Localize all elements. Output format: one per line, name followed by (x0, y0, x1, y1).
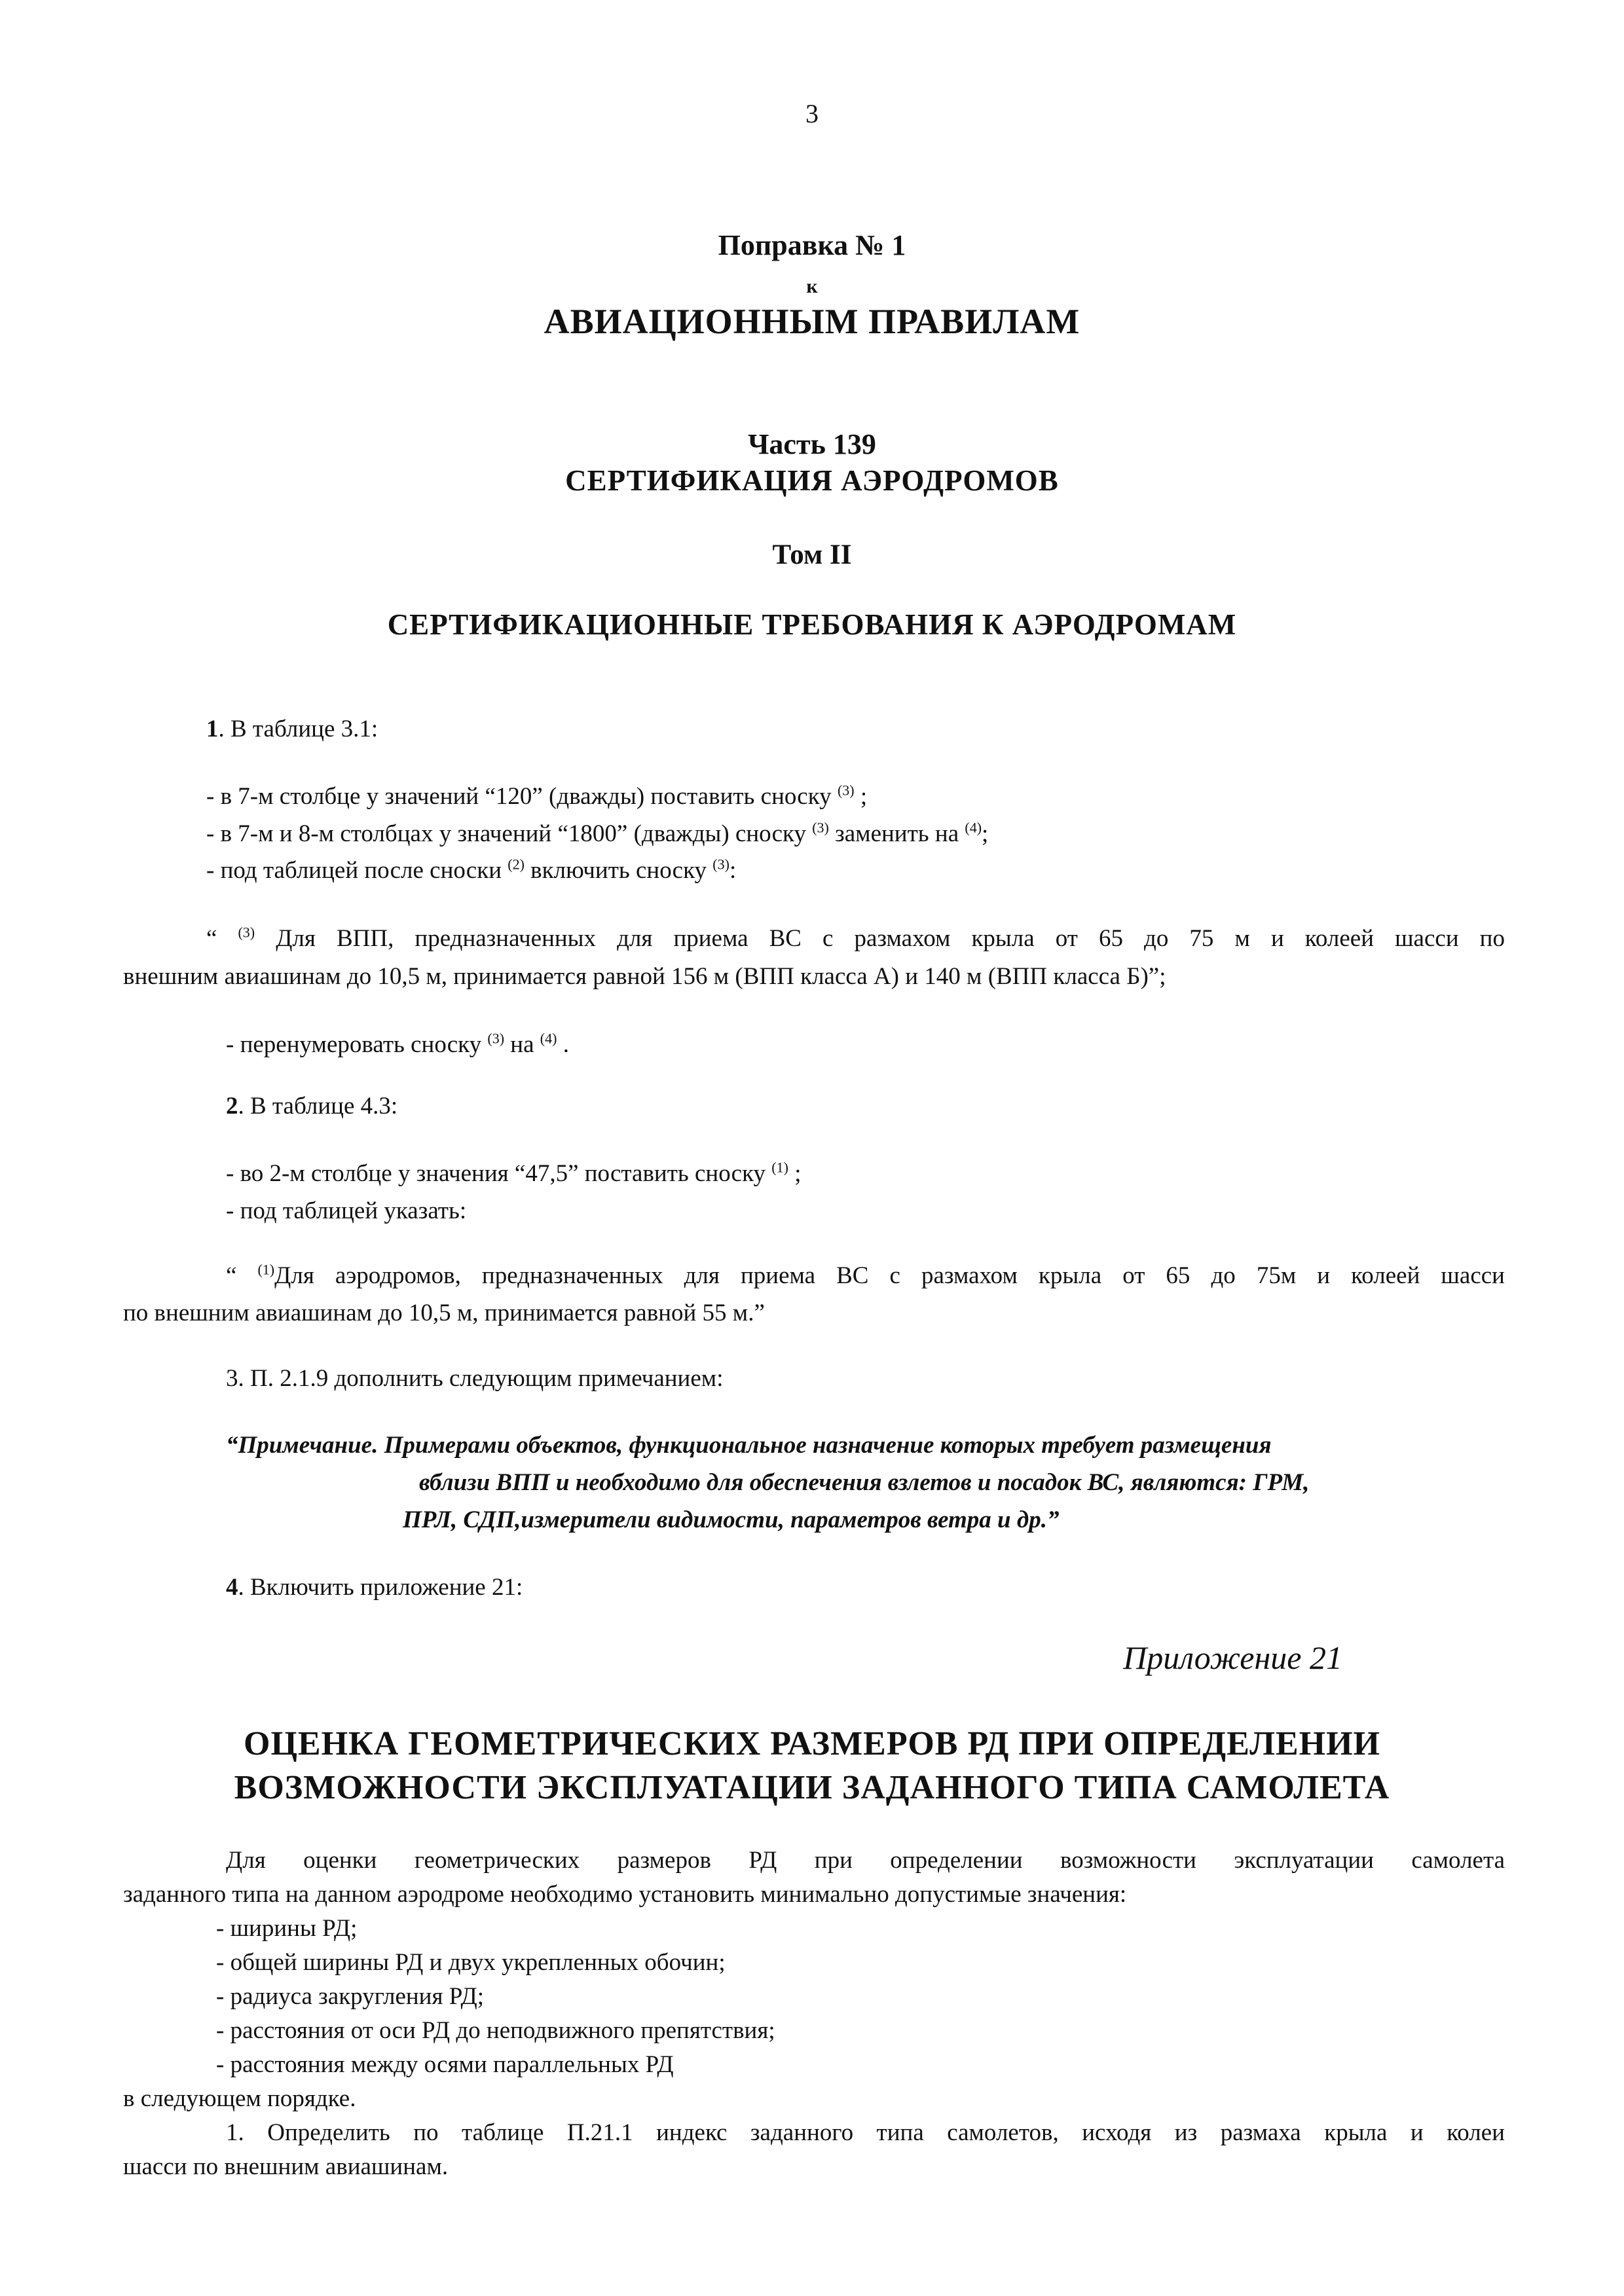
quote-text: Для аэродромов, предназначенных для приема ВС с размахом крыла от 65 до 75м и колеей шасси (274, 1262, 1505, 1289)
section1-item2-text: - в 7-м и 8-м столбцах у значений “1800” (дважды) сноску (206, 820, 806, 847)
section2-number: 2 (226, 1093, 238, 1120)
quote-open: “ (226, 1262, 258, 1289)
appendix-list-item: - ширины РД; (216, 1915, 358, 1942)
punctuation: ; (854, 783, 868, 810)
section1-item1-text: - в 7-м столбце у значений “120” (дважды) поставить сноску (206, 783, 832, 810)
appendix-title-line1: ОЦЕНКА ГЕОМЕТРИЧЕСКИХ РАЗМЕРОВ РД ПРИ ОПРЕДЕЛЕНИИ (244, 1725, 1380, 1762)
section1-intro (206, 714, 378, 745)
footnote-mark: (1) (257, 1261, 275, 1278)
footnote-mark: (3) (812, 819, 829, 836)
appendix-order: в следующем порядке. (123, 2085, 356, 2112)
appendix-title-line2: ВОЗМОЖНОСТИ ЭКСПЛУАТАЦИИ ЗАДАННОГО ТИПА САМОЛЕТА (234, 1769, 1390, 1806)
section4-number: 4 (226, 1574, 238, 1601)
section3-note-line1: “Примечание. Примерами объектов, функциональное назначение которых требует размещения (226, 1432, 1272, 1459)
amendment-heading: Поправка № 1 (718, 229, 906, 261)
volume-heading: Том II (772, 539, 852, 570)
section3-intro: 3. П. 2.1.9 дополнить следующим примечанием: (226, 1365, 724, 1392)
section1-renumber (226, 1029, 569, 1061)
section3-note-line3: ПРЛ, СДП,измерители видимости, параметров ветра и др.” (403, 1506, 1060, 1533)
punctuation: ; (982, 820, 989, 847)
punctuation: . (557, 1031, 569, 1058)
section1-renumber-mid: на (504, 1031, 540, 1058)
section2-item2: - под таблицей указать: (226, 1197, 467, 1224)
appendix-list-item: - общей ширины РД и двух укрепленных обочин; (216, 1949, 726, 1976)
section2-item1 (226, 1158, 801, 1190)
section4-intro (226, 1572, 523, 1603)
section1-item1 (206, 781, 867, 812)
rules-heading: АВИАЦИОННЫМ ПРАВИЛАМ (544, 302, 1080, 341)
section1-item2 (206, 818, 988, 850)
punctuation: : (729, 857, 737, 884)
section1-quote-line1 (206, 923, 1505, 955)
appendix-list-item: - расстояния от оси РД до неподвижного препятствия; (216, 2017, 775, 2044)
appendix-list-item: - радиуса закругления РД; (216, 1983, 485, 2010)
footnote-mark: (3) (238, 924, 255, 941)
quote-open: “ (206, 925, 238, 952)
section1-item3-mid: включить сноску (524, 857, 713, 884)
footnote-mark: (4) (540, 1030, 557, 1047)
footnote-mark: (2) (507, 856, 525, 873)
appendix-paragraph-line1: Для оценки геометрических размеров РД при определении возможности эксплуатации самолета (226, 1847, 1505, 1874)
footnote-mark: (3) (487, 1030, 505, 1047)
appendix-label: Приложение 21 (1123, 1639, 1342, 1676)
section2-quote-line2: по внешним авиашинам до 10,5 м, принимается равной 55 м.” (123, 1300, 765, 1326)
footnote-mark: (3) (712, 856, 729, 873)
section1-item3 (206, 855, 736, 886)
section1-item3-text: - под таблицей после сноски (206, 857, 502, 884)
footnote-mark: (4) (965, 819, 982, 836)
section2-quote-line1 (226, 1260, 1505, 1292)
page-number: 3 (805, 99, 819, 128)
amendment-preposition: к (806, 276, 818, 297)
section1-renumber-text: - перенумеровать сноску (226, 1031, 488, 1058)
part-heading: Часть 139 (748, 428, 876, 460)
section1-intro-text: . В таблице 3.1: (218, 716, 378, 742)
section2-intro-text: . В таблице 4.3: (238, 1093, 398, 1120)
section1-item2-mid: заменить на (828, 820, 965, 847)
appendix-step1-line1: 1. Определить по таблице П.21.1 индекс заданного типа самолетов, исходя из размаха крыла и колеи (226, 2119, 1505, 2146)
section2-item1-text: - во 2-м столбце у значения “47,5” поставить сноску (226, 1160, 772, 1187)
section2-intro (226, 1091, 397, 1122)
section4-intro-text: . Включить приложение 21: (238, 1574, 523, 1601)
appendix-paragraph-line2: заданного типа на данном аэродроме необходимо установить минимально допустимые значения: (123, 1881, 1127, 1908)
requirements-heading: СЕРТИФИКАЦИОННЫЕ ТРЕБОВАНИЯ К АЭРОДРОМАМ (387, 608, 1237, 641)
punctuation: ; (788, 1160, 802, 1187)
footnote-mark: (1) (771, 1159, 788, 1176)
appendix-list-item: - расстояния между осями параллельных РД (216, 2051, 674, 2078)
quote-text: Для ВПП, предназначенных для приема ВС с размахом крыла от 65 до 75 м и колеей шасси по (255, 925, 1505, 952)
section1-number: 1 (206, 716, 219, 742)
footnote-mark: (3) (837, 782, 855, 799)
appendix-step1-line2: шасси по внешним авиашинам. (123, 2153, 449, 2180)
section1-quote-line2: внешним авиашинам до 10,5 м, принимается равной 156 м (ВПП класса А) и 140 м (ВПП класса Б)”; (123, 963, 1166, 990)
section3-note-line2: вблизи ВПП и необходимо для обеспечения взлетов и посадок ВС, являются: ГРМ, (419, 1469, 1310, 1496)
certification-heading: СЕРТИФИКАЦИЯ АЭРОДРОМОВ (565, 464, 1059, 497)
